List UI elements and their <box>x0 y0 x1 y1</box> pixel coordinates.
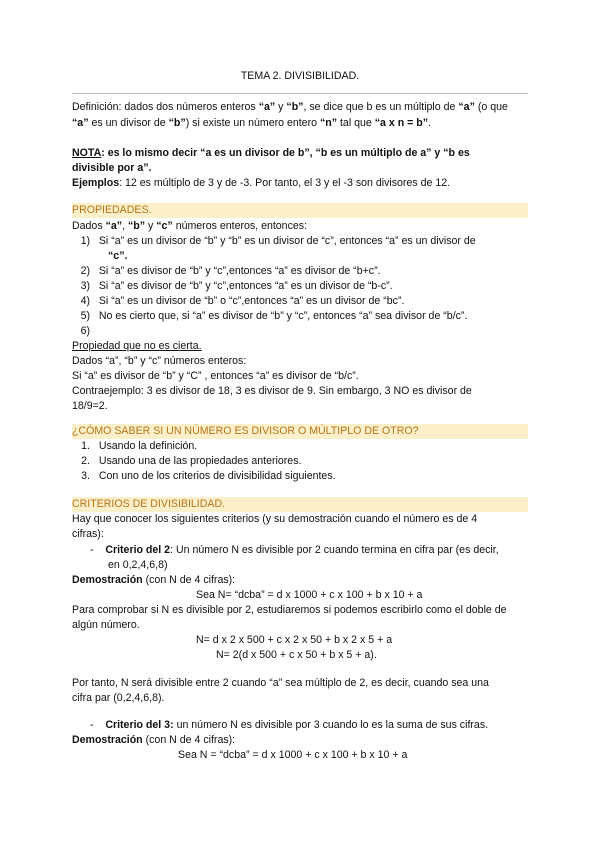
propiedad-2: 2) Si “a” es divisor de “b” y “c”,entonces “a” es divisor de “b+c”. <box>80 265 381 277</box>
criterio-2-eq-2: N= 2(d x 500 + c x 50 + b x 5 + a). <box>216 649 377 661</box>
nota-line-1: NOTA: es lo mismo decir “a es un divisor de b”, “b es un múltiplo de a” y “b es <box>72 147 470 159</box>
como-item-1: 1. Usando la definición. <box>81 440 198 452</box>
criterio-2-para-2: algún número. <box>72 619 140 631</box>
criterio-3-sea: Sea N = “dcba” = d x 1000 + c x 100 + b x 10 + a <box>178 749 408 761</box>
criterio-3-demo-label: Demostración (con N de 4 cifras): <box>72 734 236 746</box>
definition-line-1: Definición: dados dos números enteros “a” y “b”, se dice que b es un múltiplo de “a” (o que <box>72 101 508 113</box>
propiedades-heading: PROPIEDADES. <box>72 204 152 216</box>
propiedad-1: 1) Si “a” es un divisor de “b” y “b” es un divisor de “c”, entonces “a” es un divisor de <box>80 235 476 247</box>
propiedad-5: 5) No es cierto que, si “a” es divisor de “b” y “c”, entonces “a” sea divisor de “b/c”. <box>80 310 468 322</box>
criterio-2-conclusion-2: cifra par (0,2,4,6,8). <box>72 692 165 704</box>
criterio-2-sea: Sea N= “dcba” = d x 1000 + c x 100 + b x 10 + a <box>196 589 423 601</box>
si-line: Si “a” es divisor de “b” y “C” , entonces “a” es divisor de “b/c”. <box>72 370 359 382</box>
criterio-2-para-1: Para comprobar si N es divisible por 2, estudiaremos si podemos escribirlo como el doble de <box>72 604 507 616</box>
dados-line: Dados “a”, “b” y “c” números enteros: <box>72 355 247 367</box>
contraejemplo-line-2: 18/9=2. <box>72 400 108 412</box>
criterio-3-line: - Criterio del 3: un número N es divisible por 3 cuando lo es la suma de sus cifras. <box>90 719 489 731</box>
como-heading: ¿CÓMO SABER SI UN NÚMERO ES DIVISOR O MÚLTIPLO DE OTRO? <box>72 425 419 437</box>
definition-line-2: “a” es un divisor de “b”) si existe un número entero “n” tal que “a x n = b”. <box>72 117 431 129</box>
propiedades-intro: Dados “a”, “b” y “c” números enteros, entonces: <box>72 220 308 232</box>
como-item-2: 2. Usando una de las propiedades anteriores. <box>81 455 302 467</box>
propiedad-3: 3) Si “a” es divisor de “b” y “c”,entonces “a” es un divisor de “b-c”. <box>80 280 393 292</box>
propiedad-4: 4) Si “a” es un divisor de “b” o “c”,entonces “a” es un divisor de “bc”. <box>80 295 405 307</box>
propiedad-1-cont: “c”. <box>108 250 128 262</box>
criterios-heading: CRITERIOS DE DIVISIBILIDAD. <box>72 498 226 510</box>
criterio-2-demo-label: Demostración (con N de 4 cifras): <box>72 574 236 586</box>
criterios-intro-1: Hay que conocer los siguientes criterios (y su demostración cuando el número es de 4 <box>72 513 478 525</box>
title-divider <box>72 93 528 94</box>
contraejemplo-line-1: Contraejemplo: 3 es divisor de 18, 3 es divisor de 9. Sin embargo, 3 NO es divisor de <box>72 385 472 397</box>
criterio-2-conclusion-1: Por tanto, N será divisible entre 2 cuando “a” sea múltiplo de 2, es decir, cuando sea una <box>72 677 489 689</box>
nota-line-2: divisible por a”. <box>72 162 152 174</box>
propiedad-no-cierta-label: Propiedad que no es cierta. <box>72 340 202 352</box>
page-title: TEMA 2. DIVISIBILIDAD. <box>240 70 360 82</box>
ejemplos-line: Ejemplos: 12 es múltiplo de 3 y de -3. Por tanto, el 3 y el -3 son divisores de 12. <box>72 177 451 189</box>
criterios-intro-2: cifras): <box>72 528 104 540</box>
criterio-2-line-2: en 0,2,4,6,8) <box>108 559 168 571</box>
criterio-2-line-1: - Criterio del 2: Un número N es divisible por 2 cuando termina en cifra par (es decir, <box>90 544 499 556</box>
como-item-3: 3. Con uno de los criterios de divisibilidad siguientes. <box>81 470 336 482</box>
propiedad-6: 6) <box>80 325 90 337</box>
criterio-2-eq-1: N= d x 2 x 500 + c x 2 x 50 + b x 2 x 5 + a <box>196 634 393 646</box>
